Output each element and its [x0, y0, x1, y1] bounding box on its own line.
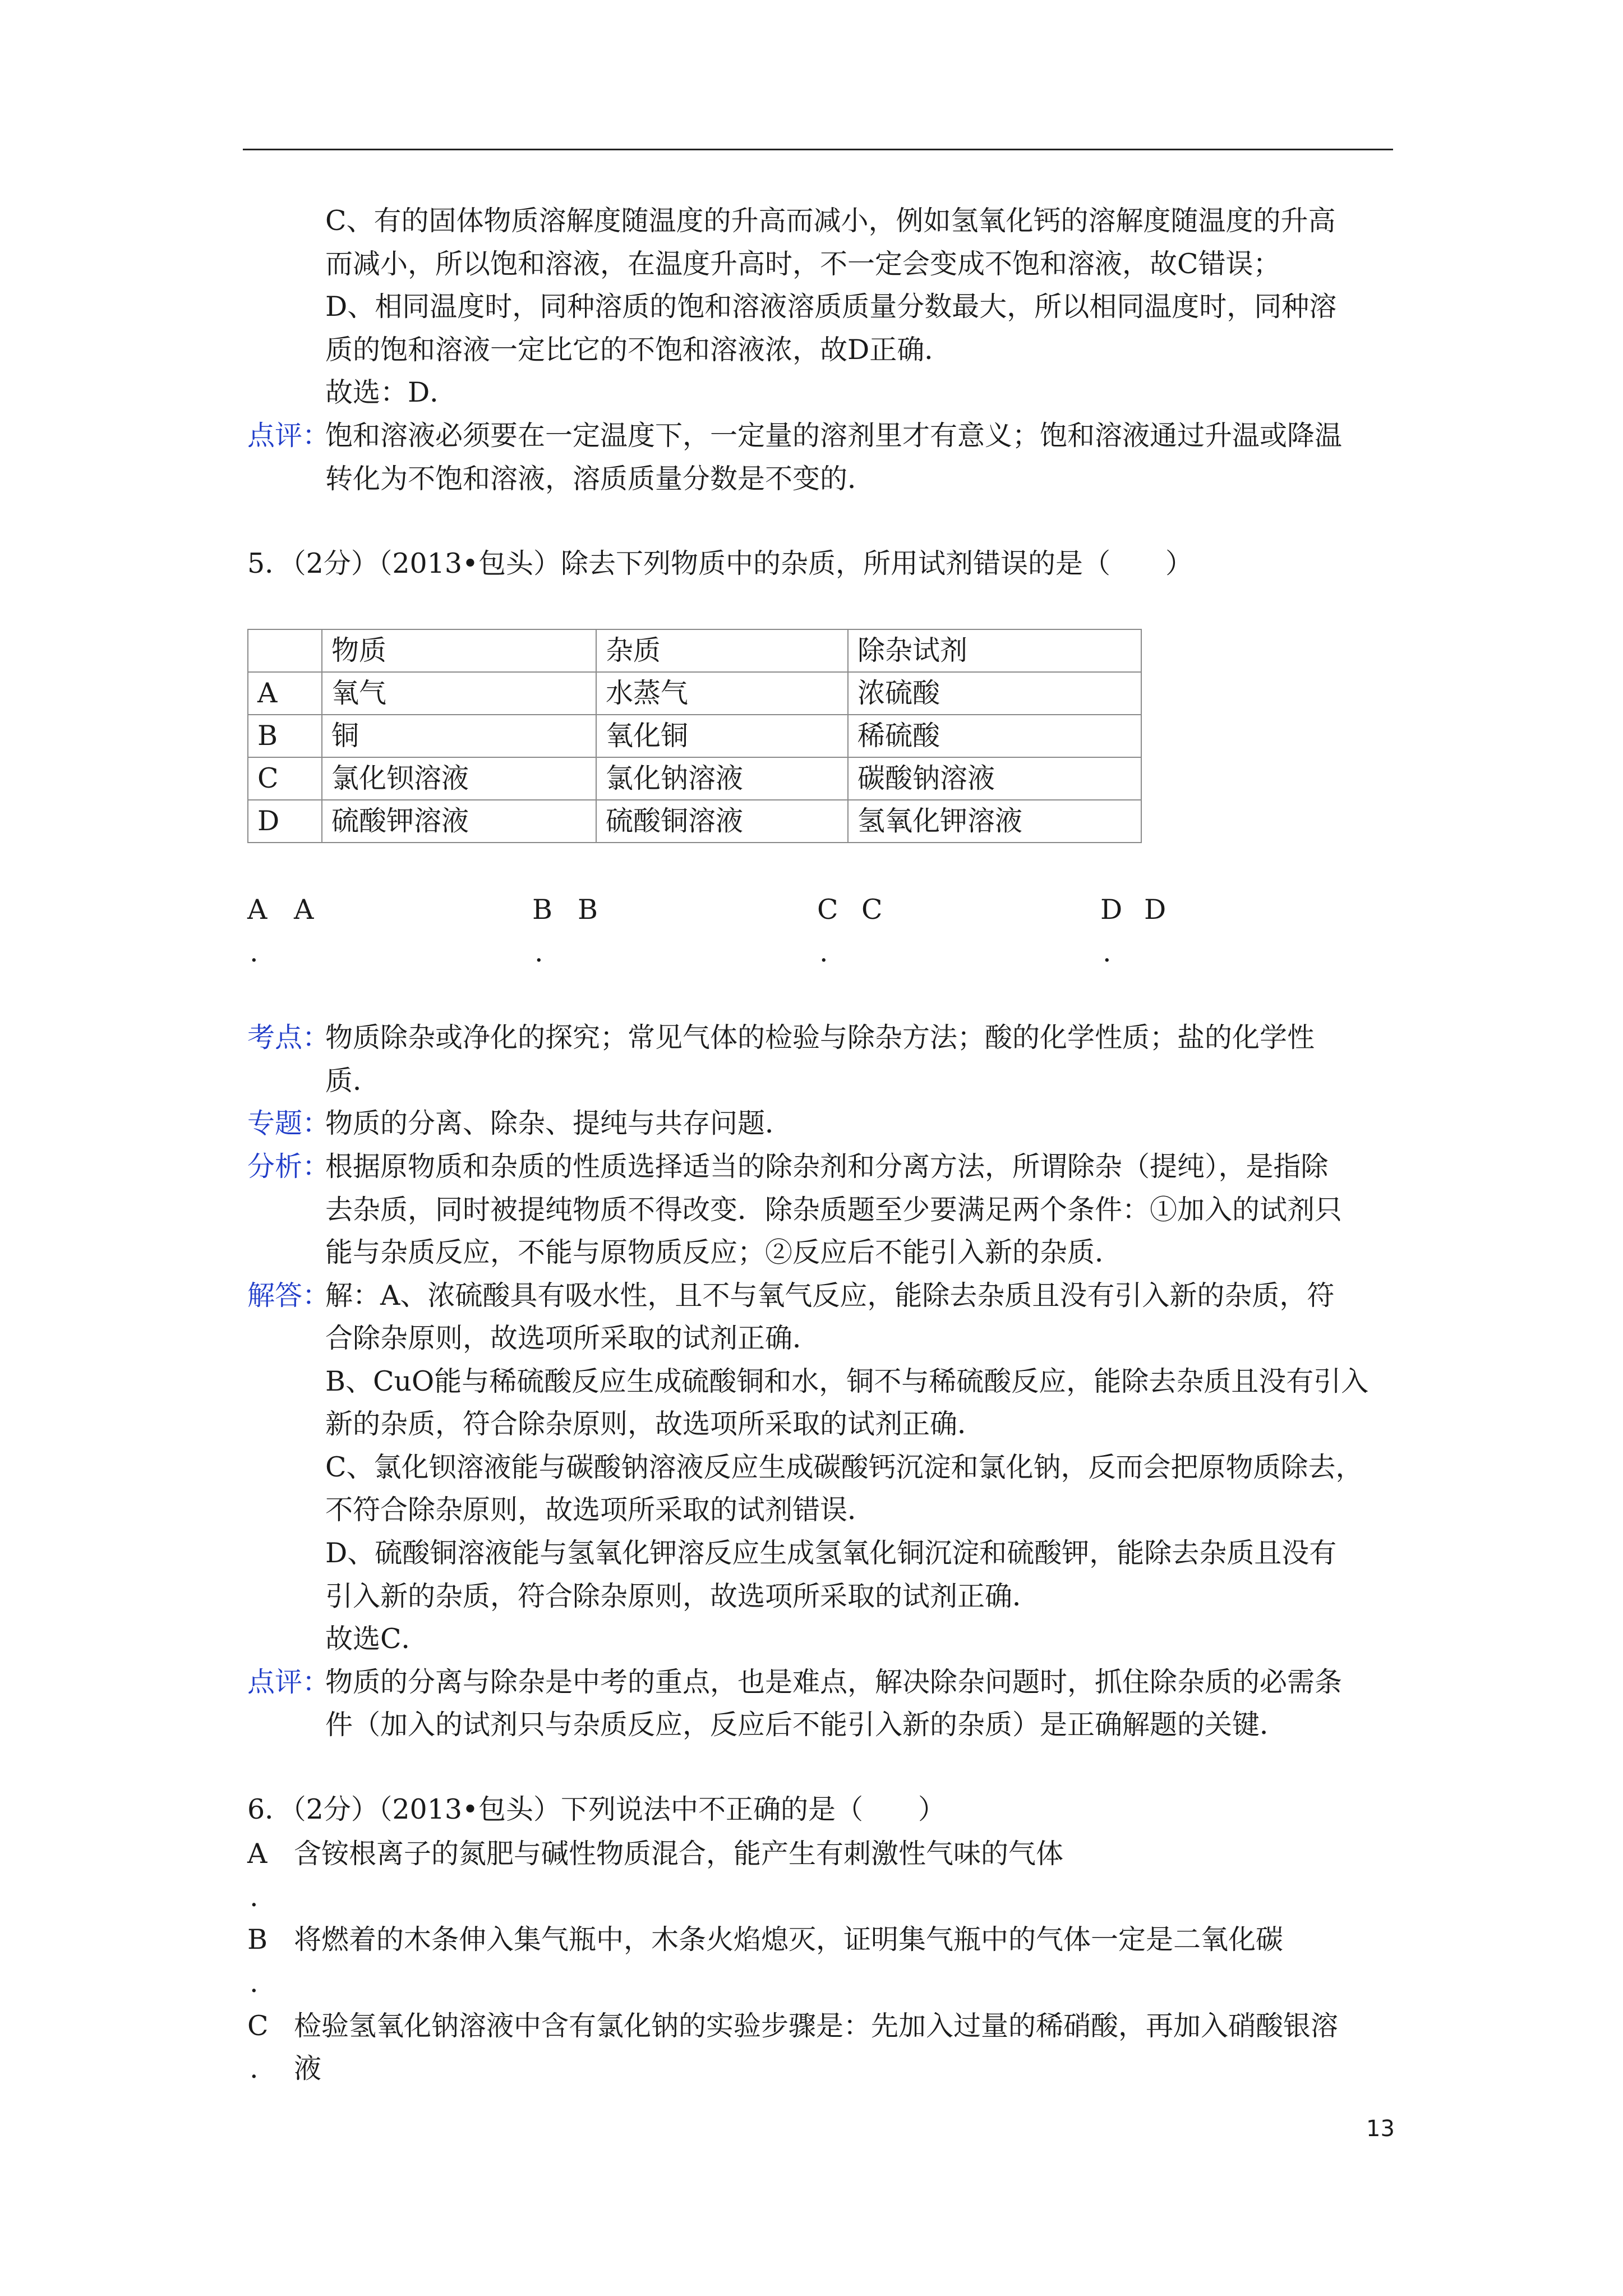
jieda-line-3: B、CuO能与稀硫酸反应生成硫酸铜和水，铜不与稀硫酸反应，能除去杂质且没有引入: [325, 1365, 1369, 1397]
table-cell: C: [248, 757, 322, 800]
q4-answer: 故选：D．: [325, 376, 458, 408]
jieda-line-6: 不符合除杂原则，故选项所采取的试剂错误．: [325, 1494, 875, 1526]
q4-comment-line-2: 转化为不饱和溶液，溶质质量分数是不变的．: [325, 463, 875, 495]
q6-stem: 6．（2分）（2013•包头）下列说法中不正确的是（ ）: [247, 1793, 946, 1825]
q5-option-c-text[interactable]: C: [861, 894, 883, 926]
jieda-line-2: 合除杂原则，故选项所采取的试剂正确．: [325, 1322, 820, 1354]
q6-option-a-dot: .: [250, 1881, 259, 1913]
table-cell: 氧化铜: [596, 715, 848, 757]
fenxi-line-2: 去杂质，同时被提纯物质不得改变．除杂质题至少要满足两个条件：①加入的试剂只: [325, 1194, 1343, 1226]
table-cell: 碳酸钠溶液: [848, 757, 1141, 800]
q6-option-b-letter: B: [247, 1924, 268, 1955]
q6-option-c-text-line-2[interactable]: 液: [294, 2053, 322, 2085]
table-cell: B: [248, 715, 322, 757]
q5-option-a-text[interactable]: A: [294, 894, 314, 926]
q4-line-4: 质的饱和溶液一定比它的不饱和溶液浓，故D正确．: [325, 334, 952, 366]
jieda-line-8: 引入新的杂质，符合除杂原则，故选项所采取的试剂正确．: [325, 1580, 1040, 1612]
table-cell: 氧气: [322, 672, 596, 715]
header-rule: [243, 149, 1393, 150]
q5-option-c-dot: .: [819, 936, 828, 968]
table-cell: 铜: [322, 715, 596, 757]
q5-option-b-dot: .: [534, 936, 543, 968]
table-header-row: [248, 629, 1141, 672]
table-row: [248, 715, 1141, 757]
jieda-answer: 故选C．: [325, 1623, 429, 1655]
q5-stem: 5．（2分）（2013•包头）除去下列物质中的杂质，所用试剂错误的是（ ）: [247, 547, 1193, 579]
jieda-line-1: 解：A、浓硫酸具有吸水性，且不与氧气反应，能除去杂质且没有引入新的杂质，符: [325, 1280, 1335, 1312]
q6-option-b-text[interactable]: 将燃着的木条伸入集气瓶中，木条火焰熄灭，证明集气瓶中的气体一定是二氧化碳: [294, 1924, 1284, 1955]
table-row: [248, 800, 1141, 843]
kaodian-line-1: 物质除杂或净化的探究；常见气体的检验与除杂方法；酸的化学性质；盐的化学性: [325, 1022, 1315, 1053]
q5-option-a-dot: .: [250, 936, 259, 968]
fenxi-label: 分析：: [247, 1151, 330, 1182]
q6-option-c-letter: C: [247, 2010, 269, 2042]
q5-option-d-dot: .: [1103, 936, 1112, 968]
q5-table: [247, 629, 1142, 843]
q6-option-b-dot: .: [250, 1967, 259, 1999]
q5-option-a-letter: A: [247, 894, 268, 926]
q6-option-c-dot: .: [250, 2053, 259, 2085]
q4-line-2: 而减小，所以饱和溶液，在温度升高时，不一定会变成不饱和溶液，故C错误；: [325, 248, 1281, 280]
table-header-cell: 物质: [322, 629, 596, 672]
q6-option-a-text[interactable]: 含铵根离子的氮肥与碱性物质混合，能产生有刺激性气味的气体: [294, 1838, 1064, 1870]
kaodian-line-2: 质．: [325, 1065, 381, 1097]
q6-option-c-text-line-1[interactable]: 检验氢氧化钠溶液中含有氯化钠的实验步骤是：先加入过量的稀硝酸，再加入硝酸银溶: [294, 2010, 1339, 2042]
table-cell: 水蒸气: [596, 672, 848, 715]
fenxi-line-1: 根据原物质和杂质的性质选择适当的除杂剂和分离方法，所谓除杂（提纯），是指除: [325, 1151, 1329, 1182]
dianping-line-2: 件（加入的试剂只与杂质反应，反应后不能引入新的杂质）是正确解题的关键．: [325, 1709, 1288, 1741]
table-cell: 浓硫酸: [848, 672, 1141, 715]
q5-option-b-text[interactable]: B: [578, 894, 598, 926]
q4-line-3: D、相同温度时，同种溶质的饱和溶液溶质质量分数最大，所以相同温度时，同种溶: [325, 291, 1337, 323]
kaodian-label: 考点：: [247, 1022, 330, 1053]
q5-option-d-letter: D: [1100, 894, 1123, 926]
table-cell: 氯化钠溶液: [596, 757, 848, 800]
zhuanti-line-1: 物质的分离、除杂、提纯与共存问题．: [325, 1107, 793, 1139]
table-cell: 稀硫酸: [848, 715, 1141, 757]
q6-option-a-letter: A: [247, 1838, 268, 1870]
dianping-label: 点评：: [247, 1666, 330, 1698]
jieda-line-5: C、氯化钡溶液能与碳酸钠溶液反应生成碳酸钙沉淀和氯化钠，反而会把原物质除去，: [325, 1451, 1363, 1483]
q5-option-c-letter: C: [817, 894, 838, 926]
jieda-line-4: 新的杂质，符合除杂原则，故选项所采取的试剂正确．: [325, 1408, 985, 1440]
q4-comment-label: 点评：: [247, 420, 330, 452]
q4-comment-line-1: 饱和溶液必须要在一定温度下，一定量的溶剂里才有意义；饱和溶液通过升温或降温: [325, 420, 1343, 452]
table-cell: 氯化钡溶液: [322, 757, 596, 800]
q5-option-b-letter: B: [532, 894, 553, 926]
table-cell: 氢氧化钾溶液: [848, 800, 1141, 843]
table-cell: A: [248, 672, 322, 715]
table-cell: 硫酸铜溶液: [596, 800, 848, 843]
table-row: [248, 672, 1141, 715]
page-number: 13: [1366, 2116, 1395, 2142]
q4-line-1: C、有的固体物质溶解度随温度的升高而减小，例如氢氧化钙的溶解度随温度的升高: [325, 205, 1336, 237]
q5-option-d-text[interactable]: D: [1144, 894, 1166, 926]
jieda-line-7: D、硫酸铜溶液能与氢氧化钾溶反应生成氢氧化铜沉淀和硫酸钾，能除去杂质且没有: [325, 1537, 1337, 1569]
fenxi-line-3: 能与杂质反应，不能与原物质反应；②反应后不能引入新的杂质．: [325, 1236, 1123, 1268]
zhuanti-label: 专题：: [247, 1107, 330, 1139]
dianping-line-1: 物质的分离与除杂是中考的重点，也是难点，解决除杂问题时，抓住除杂质的必需条: [325, 1666, 1343, 1698]
table-header-cell: 杂质: [596, 629, 848, 672]
table-header-cell: [248, 629, 322, 672]
jieda-label: 解答：: [247, 1280, 330, 1312]
table-header-cell: 除杂试剂: [848, 629, 1141, 672]
table-cell: D: [248, 800, 322, 843]
table-cell: 硫酸钾溶液: [322, 800, 596, 843]
table-row: [248, 757, 1141, 800]
